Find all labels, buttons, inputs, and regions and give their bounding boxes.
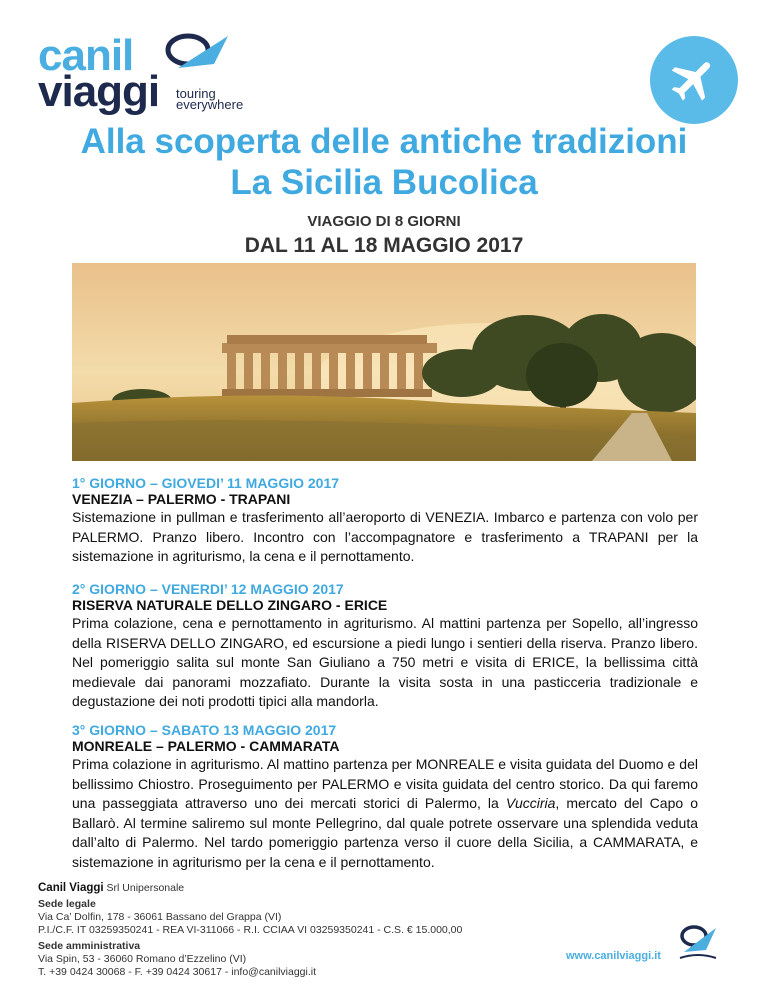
footer-legal-ids: P.I./C.F. IT 03259350241 - REA VI-311066 - R.I. CCIAA VI 03259350241 - C.S. € 15.000,00 xyxy=(38,924,463,936)
day-3-text-market-name: Vucciria xyxy=(505,795,556,811)
airplane-badge xyxy=(650,36,738,124)
day-3-route: MONREALE – PALERMO - CAMMARATA xyxy=(72,738,340,754)
day-1-heading: 1° GIORNO – GIOVEDI’ 11 MAGGIO 2017 xyxy=(72,475,340,491)
day-1-route: VENEZIA – PALERMO - TRAPANI xyxy=(72,491,291,507)
day-3-description xyxy=(72,755,698,872)
footer-company xyxy=(38,882,478,895)
page-title-line-1: Alla scoperta delle antiche tradizioni xyxy=(80,122,688,161)
day-2-section xyxy=(72,581,698,712)
footer-legal-address: Via Ca’ Dolfin, 178 - 36061 Bassano del Grappa (VI) xyxy=(38,911,282,923)
trip-duration: VIAGGIO DI 8 GIORNI xyxy=(307,213,461,230)
day-2-description: Prima colazione, cena e pernottamento in agriturismo. Al mattini partenza per Sopello, all’ingresso della RISERVA DELLO ZINGARO, ed escursione a piedi lungo i sentieri della riserva. Pranzo libero. Nel pomeriggio salita sul monte San Giuliano a 750 metri e visita di ERICE, la bellissima città medievale dai panorami mozzafiato. Durante la visita sosta in una pasticceria tradizionale e degustazione dei noti prodotti tipici alla mandorla. xyxy=(72,615,698,709)
logo-tagline-1: touring xyxy=(176,86,216,101)
logo-swoosh-icon xyxy=(158,30,248,80)
day-3-heading: 3° GIORNO – SABATO 13 MAGGIO 2017 xyxy=(72,722,337,738)
day-3-text-part-2: , mercato del Capo o Ballarò. Al termine saliremo sul monte Pellegrino, dal quale potrete osservare una splendida veduta dall’alto di Palermo. Nel tardo pomeriggio partenza verso il cuore della Sicilia, a CAMMARATA, e sistemazione in agriturismo per la cena e il pernottamento. xyxy=(72,795,698,870)
temple-landscape-photo xyxy=(72,263,696,461)
footer xyxy=(38,882,478,979)
airplane-icon xyxy=(667,53,721,107)
footer-legal-label: Sede legale xyxy=(38,898,96,910)
website-link[interactable]: www.canilviaggi.it xyxy=(566,950,661,962)
day-2-route: RISERVA NATURALE DELLO ZINGARO - ERICE xyxy=(72,597,388,613)
day-2-heading: 2° GIORNO – VENERDI’ 12 MAGGIO 2017 xyxy=(72,581,344,597)
trip-dates: DAL 11 AL 18 MAGGIO 2017 xyxy=(244,234,524,257)
footer-admin-contacts: T. +39 0424 30068 - F. +39 0424 30617 - info@canilviaggi.it xyxy=(38,966,317,978)
day-1-section xyxy=(72,475,698,567)
company-logo xyxy=(38,30,253,116)
day-3-text-part-1: Prima colazione in agriturismo. Al mattino partenza per MONREALE e visita guidata del Duomo e del bellissimo Chiostro. Proseguimento per PALERMO e visita guidata del centro storico. Da qui faremo una passeggiata attraverso uno dei mercati storici di Palermo, la xyxy=(72,756,698,811)
logo-word-canil: canil xyxy=(38,31,134,80)
footer-logo-icon xyxy=(676,922,720,962)
footer-admin-address: Via Spin, 53 - 36060 Romano d’Ezzelino (VI) xyxy=(38,953,247,965)
footer-company-suffix: Srl Unipersonale xyxy=(103,882,185,894)
logo-word-viaggi: viaggi xyxy=(38,67,160,116)
footer-company-name: Canil Viaggi xyxy=(38,882,104,894)
page-title-line-2: La Sicilia Bucolica xyxy=(230,163,538,202)
footer-admin-label: Sede amministrativa xyxy=(38,940,141,952)
day-1-description: Sistemazione in pullman e trasferimento all’aeroporto di VENEZIA. Imbarco e partenza con volo per PALERMO. Pranzo libero. Incontro con l’accompagnatore e trasferimento a TRAPANI per la sistemazione in agriturismo, la cena e il pernottamento. xyxy=(72,509,698,564)
logo-tagline-2: everywhere xyxy=(176,97,244,112)
day-3-section xyxy=(72,722,698,872)
